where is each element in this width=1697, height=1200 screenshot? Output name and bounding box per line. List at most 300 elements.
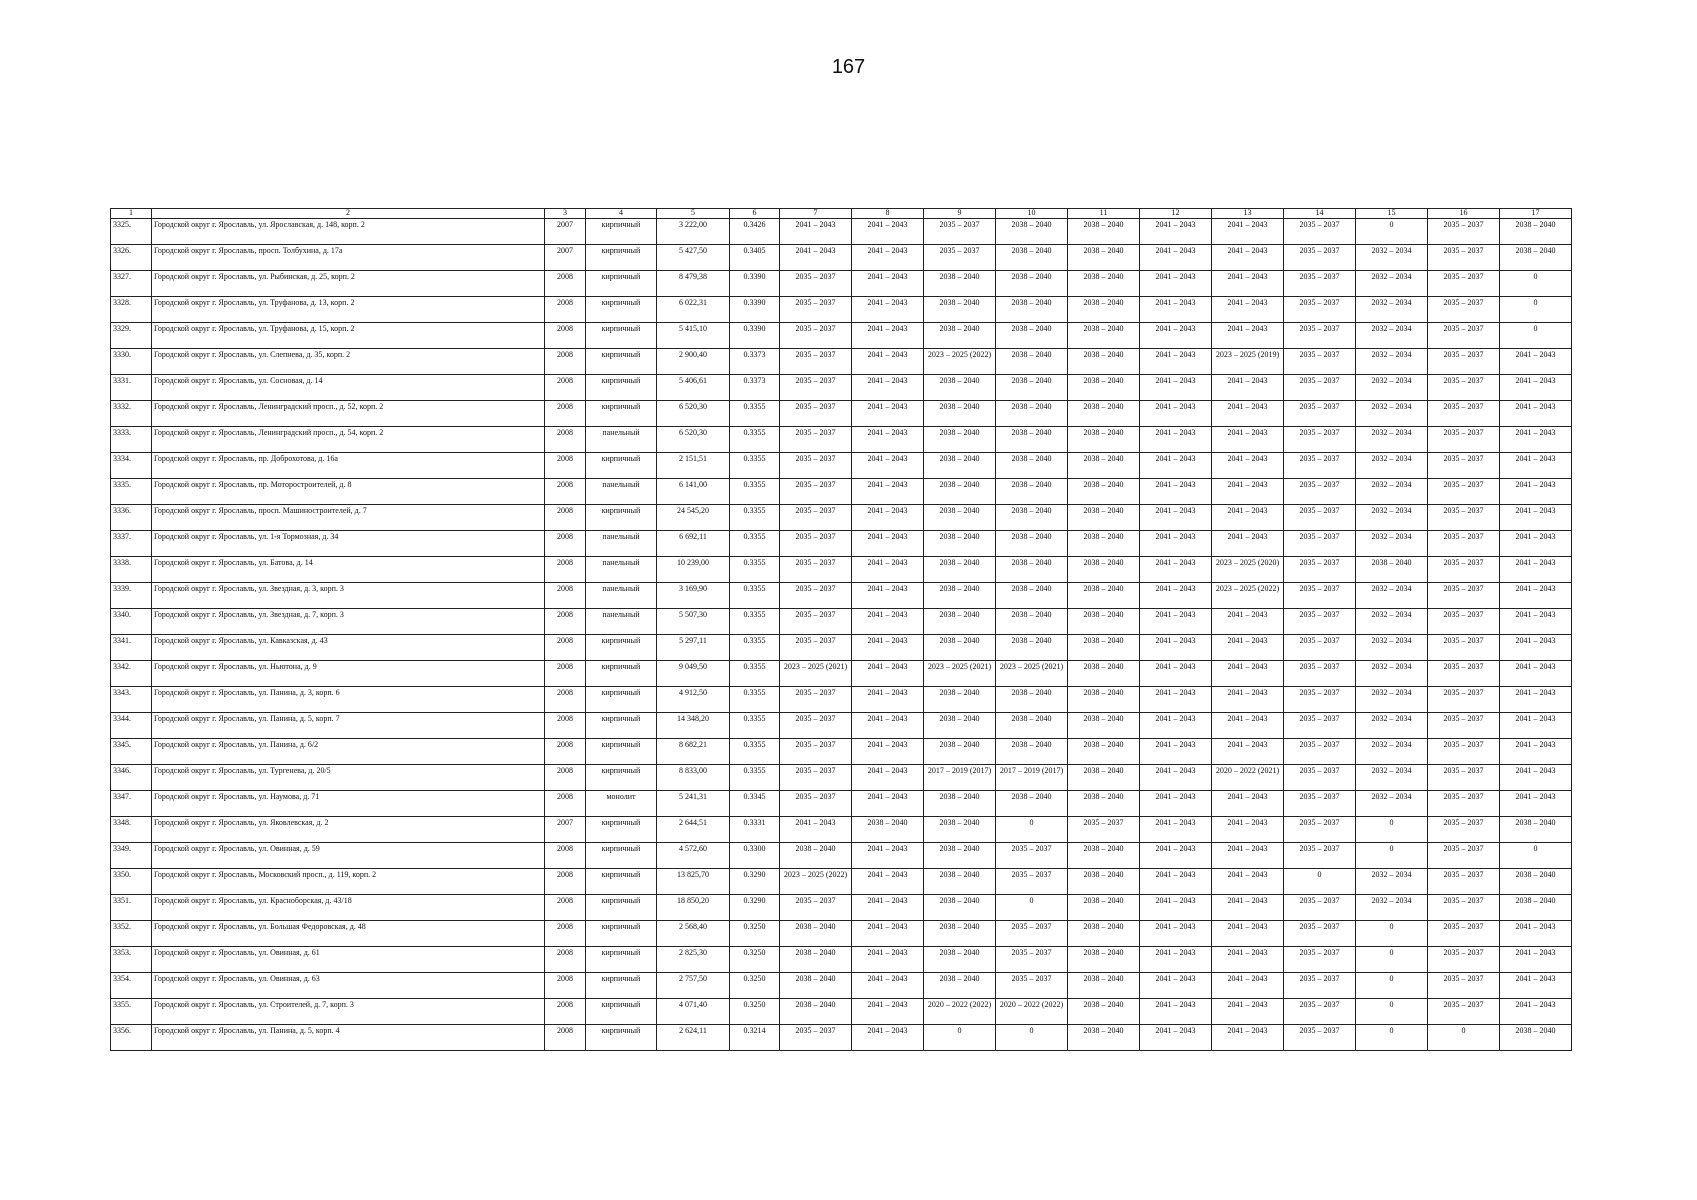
period-cell-col8: 2041 – 2043 <box>852 375 924 401</box>
period-cell-col10: 2038 – 2040 <box>996 453 1068 479</box>
period-cell-col11: 2038 – 2040 <box>1068 323 1140 349</box>
period-cell-col9: 2038 – 2040 <box>924 921 996 947</box>
period-cell-col14: 2035 – 2037 <box>1284 765 1356 791</box>
period-cell-col16: 2035 – 2037 <box>1428 713 1500 739</box>
row-number: 3356. <box>111 1025 152 1051</box>
period-cell-col8: 2041 – 2043 <box>852 271 924 297</box>
period-cell-col15: 2032 – 2034 <box>1356 739 1428 765</box>
year-cell: 2008 <box>545 479 586 505</box>
period-cell-col16: 2035 – 2037 <box>1428 557 1500 583</box>
address-cell: Городской округ г. Ярославль, ул. Рыбинская, д. 25, корп. 2 <box>152 271 545 297</box>
wear-cell: 0.3405 <box>730 245 780 271</box>
year-cell: 2007 <box>545 245 586 271</box>
year-cell: 2008 <box>545 349 586 375</box>
period-cell-col13: 2041 – 2043 <box>1212 817 1284 843</box>
period-cell-col9: 2038 – 2040 <box>924 687 996 713</box>
period-cell-col10: 2038 – 2040 <box>996 375 1068 401</box>
period-cell-col14: 2035 – 2037 <box>1284 297 1356 323</box>
period-cell-col10: 2038 – 2040 <box>996 583 1068 609</box>
period-cell-col11: 2038 – 2040 <box>1068 843 1140 869</box>
period-cell-col17: 2041 – 2043 <box>1500 973 1572 999</box>
period-cell-col16: 2035 – 2037 <box>1428 661 1500 687</box>
wear-cell: 0.3250 <box>730 973 780 999</box>
period-cell-col17: 0 <box>1500 323 1572 349</box>
period-cell-col17: 2038 – 2040 <box>1500 895 1572 921</box>
period-cell-col14: 2035 – 2037 <box>1284 1025 1356 1051</box>
table-row <box>111 219 1572 245</box>
period-cell-col13: 2041 – 2043 <box>1212 739 1284 765</box>
period-cell-col8: 2041 – 2043 <box>852 739 924 765</box>
column-header: 1 <box>111 209 152 219</box>
period-cell-col17: 2041 – 2043 <box>1500 505 1572 531</box>
row-number: 3352. <box>111 921 152 947</box>
period-cell-col15: 2032 – 2034 <box>1356 713 1428 739</box>
wear-cell: 0.3355 <box>730 609 780 635</box>
year-cell: 2008 <box>545 973 586 999</box>
period-cell-col16: 2035 – 2037 <box>1428 609 1500 635</box>
table-row <box>111 973 1572 999</box>
period-cell-col13: 2041 – 2043 <box>1212 973 1284 999</box>
period-cell-col15: 2032 – 2034 <box>1356 297 1428 323</box>
address-cell: Городской округ г. Ярославль, ул. Тургенева, д. 20/5 <box>152 765 545 791</box>
period-cell-col7: 2035 – 2037 <box>780 271 852 297</box>
period-cell-col12: 2041 – 2043 <box>1140 557 1212 583</box>
period-cell-col15: 2032 – 2034 <box>1356 635 1428 661</box>
period-cell-col11: 2038 – 2040 <box>1068 479 1140 505</box>
period-cell-col16: 2035 – 2037 <box>1428 817 1500 843</box>
period-cell-col17: 2038 – 2040 <box>1500 817 1572 843</box>
address-cell: Городской округ г. Ярославль, ул. 1-я Тормозная, д. 34 <box>152 531 545 557</box>
table-row <box>111 817 1572 843</box>
table-row <box>111 687 1572 713</box>
area-cell: 8 833,00 <box>657 765 730 791</box>
period-cell-col8: 2041 – 2043 <box>852 349 924 375</box>
period-cell-col17: 2041 – 2043 <box>1500 375 1572 401</box>
period-cell-col10: 2038 – 2040 <box>996 297 1068 323</box>
period-cell-col8: 2041 – 2043 <box>852 557 924 583</box>
period-cell-col8: 2041 – 2043 <box>852 869 924 895</box>
address-cell: Городской округ г. Ярославль, ул. Труфанова, д. 13, корп. 2 <box>152 297 545 323</box>
year-cell: 2008 <box>545 453 586 479</box>
period-cell-col12: 2041 – 2043 <box>1140 271 1212 297</box>
period-cell-col14: 2035 – 2037 <box>1284 245 1356 271</box>
period-cell-col7: 2035 – 2037 <box>780 583 852 609</box>
table-row <box>111 245 1572 271</box>
period-cell-col12: 2041 – 2043 <box>1140 973 1212 999</box>
wall-material-cell: кирпичный <box>586 349 657 375</box>
period-cell-col7: 2038 – 2040 <box>780 973 852 999</box>
row-number: 3336. <box>111 505 152 531</box>
address-cell: Городской округ г. Ярославль, ул. Овинная, д. 61 <box>152 947 545 973</box>
period-cell-col10: 2038 – 2040 <box>996 271 1068 297</box>
table-row <box>111 635 1572 661</box>
row-number: 3346. <box>111 765 152 791</box>
address-cell: Городской округ г. Ярославль, ул. Наумова, д. 71 <box>152 791 545 817</box>
row-number: 3337. <box>111 531 152 557</box>
period-cell-col15: 2032 – 2034 <box>1356 869 1428 895</box>
period-cell-col14: 2035 – 2037 <box>1284 609 1356 635</box>
year-cell: 2008 <box>545 687 586 713</box>
address-cell: Городской округ г. Ярославль, ул. Звездная, д. 3, корп. 3 <box>152 583 545 609</box>
period-cell-col14: 2035 – 2037 <box>1284 791 1356 817</box>
period-cell-col15: 0 <box>1356 921 1428 947</box>
address-cell: Городской округ г. Ярославль, Ленинградский просп., д. 52, корп. 2 <box>152 401 545 427</box>
period-cell-col10: 0 <box>996 817 1068 843</box>
period-cell-col12: 2041 – 2043 <box>1140 453 1212 479</box>
column-header: 10 <box>996 209 1068 219</box>
period-cell-col14: 2035 – 2037 <box>1284 401 1356 427</box>
address-cell: Городской округ г. Ярославль, ул. Большая Федоровская, д. 48 <box>152 921 545 947</box>
row-number: 3327. <box>111 271 152 297</box>
period-cell-col8: 2041 – 2043 <box>852 583 924 609</box>
wear-cell: 0.3331 <box>730 817 780 843</box>
area-cell: 6 141,00 <box>657 479 730 505</box>
period-cell-col9: 2038 – 2040 <box>924 271 996 297</box>
period-cell-col12: 2041 – 2043 <box>1140 713 1212 739</box>
period-cell-col8: 2041 – 2043 <box>852 401 924 427</box>
period-cell-col16: 2035 – 2037 <box>1428 973 1500 999</box>
period-cell-col17: 2041 – 2043 <box>1500 713 1572 739</box>
wall-material-cell: кирпичный <box>586 323 657 349</box>
address-cell: Городской округ г. Ярославль, ул. Сосновая, д. 14 <box>152 375 545 401</box>
table-row <box>111 453 1572 479</box>
wear-cell: 0.3214 <box>730 1025 780 1051</box>
period-cell-col9: 2038 – 2040 <box>924 583 996 609</box>
period-cell-col15: 2032 – 2034 <box>1356 583 1428 609</box>
period-cell-col9: 2035 – 2037 <box>924 219 996 245</box>
wear-cell: 0.3355 <box>730 505 780 531</box>
period-cell-col14: 2035 – 2037 <box>1284 713 1356 739</box>
column-header: 11 <box>1068 209 1140 219</box>
area-cell: 5 415,10 <box>657 323 730 349</box>
period-cell-col16: 2035 – 2037 <box>1428 739 1500 765</box>
area-cell: 3 222,00 <box>657 219 730 245</box>
period-cell-col10: 2038 – 2040 <box>996 609 1068 635</box>
period-cell-col13: 2041 – 2043 <box>1212 323 1284 349</box>
housing-register-table <box>110 208 1572 1051</box>
period-cell-col11: 2038 – 2040 <box>1068 687 1140 713</box>
period-cell-col8: 2041 – 2043 <box>852 297 924 323</box>
period-cell-col9: 2038 – 2040 <box>924 375 996 401</box>
period-cell-col9: 2017 – 2019 (2017) <box>924 765 996 791</box>
year-cell: 2008 <box>545 843 586 869</box>
period-cell-col16: 2035 – 2037 <box>1428 479 1500 505</box>
address-cell: Городской округ г. Ярославль, ул. Батова, д. 14 <box>152 557 545 583</box>
period-cell-col9: 2023 – 2025 (2021) <box>924 661 996 687</box>
table-body <box>111 219 1572 1051</box>
table-row <box>111 895 1572 921</box>
period-cell-col10: 2035 – 2037 <box>996 921 1068 947</box>
period-cell-col15: 0 <box>1356 1025 1428 1051</box>
row-number: 3348. <box>111 817 152 843</box>
area-cell: 24 545,20 <box>657 505 730 531</box>
period-cell-col15: 2032 – 2034 <box>1356 427 1428 453</box>
area-cell: 6 520,30 <box>657 401 730 427</box>
period-cell-col17: 2041 – 2043 <box>1500 921 1572 947</box>
period-cell-col8: 2041 – 2043 <box>852 921 924 947</box>
period-cell-col13: 2041 – 2043 <box>1212 661 1284 687</box>
row-number: 3341. <box>111 635 152 661</box>
column-header: 15 <box>1356 209 1428 219</box>
period-cell-col11: 2038 – 2040 <box>1068 401 1140 427</box>
year-cell: 2008 <box>545 297 586 323</box>
row-number: 3340. <box>111 609 152 635</box>
row-number: 3345. <box>111 739 152 765</box>
period-cell-col17: 2041 – 2043 <box>1500 999 1572 1025</box>
period-cell-col16: 2035 – 2037 <box>1428 895 1500 921</box>
period-cell-col7: 2035 – 2037 <box>780 713 852 739</box>
period-cell-col14: 2035 – 2037 <box>1284 219 1356 245</box>
period-cell-col11: 2038 – 2040 <box>1068 557 1140 583</box>
period-cell-col15: 0 <box>1356 843 1428 869</box>
period-cell-col16: 2035 – 2037 <box>1428 921 1500 947</box>
period-cell-col8: 2041 – 2043 <box>852 1025 924 1051</box>
period-cell-col12: 2041 – 2043 <box>1140 297 1212 323</box>
period-cell-col11: 2038 – 2040 <box>1068 739 1140 765</box>
wear-cell: 0.3345 <box>730 791 780 817</box>
period-cell-col11: 2038 – 2040 <box>1068 609 1140 635</box>
period-cell-col10: 2038 – 2040 <box>996 349 1068 375</box>
period-cell-col17: 2038 – 2040 <box>1500 245 1572 271</box>
period-cell-col8: 2041 – 2043 <box>852 427 924 453</box>
period-cell-col10: 2017 – 2019 (2017) <box>996 765 1068 791</box>
period-cell-col10: 2038 – 2040 <box>996 635 1068 661</box>
period-cell-col14: 2035 – 2037 <box>1284 531 1356 557</box>
column-header: 3 <box>545 209 586 219</box>
wall-material-cell: кирпичный <box>586 1025 657 1051</box>
period-cell-col11: 2038 – 2040 <box>1068 505 1140 531</box>
period-cell-col14: 2035 – 2037 <box>1284 921 1356 947</box>
address-cell: Городской округ г. Ярославль, ул. Овинная, д. 59 <box>152 843 545 869</box>
period-cell-col12: 2041 – 2043 <box>1140 323 1212 349</box>
period-cell-col12: 2041 – 2043 <box>1140 505 1212 531</box>
row-number: 3333. <box>111 427 152 453</box>
wear-cell: 0.3290 <box>730 869 780 895</box>
period-cell-col7: 2023 – 2025 (2022) <box>780 869 852 895</box>
address-cell: Городской округ г. Ярославль, просп. Машиностроителей, д. 7 <box>152 505 545 531</box>
period-cell-col17: 2038 – 2040 <box>1500 1025 1572 1051</box>
period-cell-col15: 0 <box>1356 219 1428 245</box>
period-cell-col13: 2041 – 2043 <box>1212 869 1284 895</box>
period-cell-col11: 2038 – 2040 <box>1068 947 1140 973</box>
period-cell-col15: 2038 – 2040 <box>1356 557 1428 583</box>
period-cell-col13: 2041 – 2043 <box>1212 219 1284 245</box>
period-cell-col17: 0 <box>1500 271 1572 297</box>
wall-material-cell: кирпичный <box>586 687 657 713</box>
period-cell-col13: 2041 – 2043 <box>1212 271 1284 297</box>
column-header: 7 <box>780 209 852 219</box>
wall-material-cell: кирпичный <box>586 843 657 869</box>
year-cell: 2008 <box>545 583 586 609</box>
year-cell: 2008 <box>545 557 586 583</box>
period-cell-col12: 2041 – 2043 <box>1140 921 1212 947</box>
address-cell: Городской округ г. Ярославль, ул. Строителей, д. 7, корп. 3 <box>152 999 545 1025</box>
period-cell-col17: 2041 – 2043 <box>1500 609 1572 635</box>
period-cell-col15: 2032 – 2034 <box>1356 791 1428 817</box>
period-cell-col9: 2035 – 2037 <box>924 245 996 271</box>
period-cell-col15: 2032 – 2034 <box>1356 609 1428 635</box>
period-cell-col9: 2038 – 2040 <box>924 427 996 453</box>
wall-material-cell: кирпичный <box>586 271 657 297</box>
period-cell-col10: 2038 – 2040 <box>996 505 1068 531</box>
area-cell: 2 900,40 <box>657 349 730 375</box>
period-cell-col10: 2038 – 2040 <box>996 557 1068 583</box>
period-cell-col8: 2041 – 2043 <box>852 973 924 999</box>
column-header: 8 <box>852 209 924 219</box>
period-cell-col17: 0 <box>1500 843 1572 869</box>
period-cell-col14: 2035 – 2037 <box>1284 375 1356 401</box>
period-cell-col15: 2032 – 2034 <box>1356 661 1428 687</box>
period-cell-col12: 2041 – 2043 <box>1140 479 1212 505</box>
table-row <box>111 713 1572 739</box>
wall-material-cell: кирпичный <box>586 817 657 843</box>
year-cell: 2008 <box>545 869 586 895</box>
period-cell-col13: 2041 – 2043 <box>1212 635 1284 661</box>
period-cell-col8: 2041 – 2043 <box>852 245 924 271</box>
year-cell: 2008 <box>545 1025 586 1051</box>
period-cell-col17: 2041 – 2043 <box>1500 739 1572 765</box>
period-cell-col16: 2035 – 2037 <box>1428 323 1500 349</box>
row-number: 3329. <box>111 323 152 349</box>
period-cell-col10: 2038 – 2040 <box>996 401 1068 427</box>
address-cell: Городской округ г. Ярославль, ул. Панина, д. 5, корп. 7 <box>152 713 545 739</box>
period-cell-col12: 2041 – 2043 <box>1140 1025 1212 1051</box>
period-cell-col10: 2035 – 2037 <box>996 843 1068 869</box>
period-cell-col13: 2041 – 2043 <box>1212 921 1284 947</box>
period-cell-col11: 2035 – 2037 <box>1068 817 1140 843</box>
period-cell-col14: 2035 – 2037 <box>1284 687 1356 713</box>
address-cell: Городской округ г. Ярославль, пр. Моторостроителей, д. 8 <box>152 479 545 505</box>
period-cell-col13: 2041 – 2043 <box>1212 687 1284 713</box>
wall-material-cell: панельный <box>586 583 657 609</box>
period-cell-col16: 2035 – 2037 <box>1428 297 1500 323</box>
row-number: 3326. <box>111 245 152 271</box>
wear-cell: 0.3250 <box>730 947 780 973</box>
period-cell-col13: 2041 – 2043 <box>1212 375 1284 401</box>
wall-material-cell: кирпичный <box>586 401 657 427</box>
period-cell-col8: 2041 – 2043 <box>852 453 924 479</box>
period-cell-col11: 2038 – 2040 <box>1068 583 1140 609</box>
period-cell-col12: 2041 – 2043 <box>1140 401 1212 427</box>
period-cell-col8: 2041 – 2043 <box>852 947 924 973</box>
address-cell: Городской округ г. Ярославль, пр. Доброхотова, д. 16а <box>152 453 545 479</box>
period-cell-col11: 2038 – 2040 <box>1068 349 1140 375</box>
wear-cell: 0.3355 <box>730 401 780 427</box>
period-cell-col7: 2035 – 2037 <box>780 323 852 349</box>
wall-material-cell: кирпичный <box>586 973 657 999</box>
period-cell-col9: 2023 – 2025 (2022) <box>924 349 996 375</box>
table-row <box>111 557 1572 583</box>
wall-material-cell: кирпичный <box>586 947 657 973</box>
year-cell: 2008 <box>545 791 586 817</box>
table-row <box>111 531 1572 557</box>
wear-cell: 0.3355 <box>730 427 780 453</box>
period-cell-col9: 2038 – 2040 <box>924 713 996 739</box>
period-cell-col12: 2041 – 2043 <box>1140 739 1212 765</box>
period-cell-col12: 2041 – 2043 <box>1140 375 1212 401</box>
period-cell-col7: 2038 – 2040 <box>780 843 852 869</box>
period-cell-col16: 2035 – 2037 <box>1428 999 1500 1025</box>
period-cell-col12: 2041 – 2043 <box>1140 895 1212 921</box>
address-cell: Городской округ г. Ярославль, ул. Слепнева, д. 35, корп. 2 <box>152 349 545 375</box>
period-cell-col8: 2041 – 2043 <box>852 843 924 869</box>
table-row <box>111 583 1572 609</box>
table-row <box>111 999 1572 1025</box>
column-header: 4 <box>586 209 657 219</box>
wear-cell: 0.3355 <box>730 687 780 713</box>
period-cell-col16: 0 <box>1428 1025 1500 1051</box>
period-cell-col17: 2041 – 2043 <box>1500 791 1572 817</box>
period-cell-col16: 2035 – 2037 <box>1428 401 1500 427</box>
wear-cell: 0.3355 <box>730 635 780 661</box>
address-cell: Городской округ г. Ярославль, Ленинградский просп., д. 54, корп. 2 <box>152 427 545 453</box>
area-cell: 6 520,30 <box>657 427 730 453</box>
wear-cell: 0.3290 <box>730 895 780 921</box>
period-cell-col9: 2038 – 2040 <box>924 869 996 895</box>
period-cell-col16: 2035 – 2037 <box>1428 219 1500 245</box>
period-cell-col13: 2041 – 2043 <box>1212 791 1284 817</box>
period-cell-col14: 2035 – 2037 <box>1284 583 1356 609</box>
wear-cell: 0.3355 <box>730 557 780 583</box>
table-row <box>111 401 1572 427</box>
period-cell-col8: 2041 – 2043 <box>852 791 924 817</box>
period-cell-col11: 2038 – 2040 <box>1068 375 1140 401</box>
period-cell-col17: 2041 – 2043 <box>1500 765 1572 791</box>
period-cell-col11: 2038 – 2040 <box>1068 999 1140 1025</box>
address-cell: Городской округ г. Ярославль, ул. Ньютона, д. 9 <box>152 661 545 687</box>
period-cell-col8: 2041 – 2043 <box>852 479 924 505</box>
address-cell: Городской округ г. Ярославль, ул. Панина, д. 3, корп. 6 <box>152 687 545 713</box>
period-cell-col9: 2038 – 2040 <box>924 895 996 921</box>
period-cell-col17: 2038 – 2040 <box>1500 219 1572 245</box>
area-cell: 5 427,50 <box>657 245 730 271</box>
period-cell-col8: 2041 – 2043 <box>852 713 924 739</box>
period-cell-col13: 2041 – 2043 <box>1212 895 1284 921</box>
table-row <box>111 869 1572 895</box>
period-cell-col8: 2041 – 2043 <box>852 999 924 1025</box>
period-cell-col17: 2041 – 2043 <box>1500 687 1572 713</box>
period-cell-col12: 2041 – 2043 <box>1140 583 1212 609</box>
year-cell: 2008 <box>545 323 586 349</box>
period-cell-col11: 2038 – 2040 <box>1068 453 1140 479</box>
period-cell-col9: 2038 – 2040 <box>924 791 996 817</box>
period-cell-col7: 2035 – 2037 <box>780 635 852 661</box>
period-cell-col12: 2041 – 2043 <box>1140 999 1212 1025</box>
period-cell-col10: 2038 – 2040 <box>996 739 1068 765</box>
period-cell-col13: 2041 – 2043 <box>1212 245 1284 271</box>
period-cell-col15: 2032 – 2034 <box>1356 401 1428 427</box>
wear-cell: 0.3390 <box>730 323 780 349</box>
period-cell-col11: 2038 – 2040 <box>1068 427 1140 453</box>
wear-cell: 0.3355 <box>730 583 780 609</box>
row-number: 3353. <box>111 947 152 973</box>
wear-cell: 0.3250 <box>730 921 780 947</box>
period-cell-col7: 2035 – 2037 <box>780 401 852 427</box>
row-number: 3334. <box>111 453 152 479</box>
row-number: 3354. <box>111 973 152 999</box>
table-row <box>111 271 1572 297</box>
column-header: 13 <box>1212 209 1284 219</box>
wall-material-cell: кирпичный <box>586 869 657 895</box>
address-cell: Городской округ г. Ярославль, ул. Красноборская, д. 43/18 <box>152 895 545 921</box>
column-header: 6 <box>730 209 780 219</box>
column-header: 12 <box>1140 209 1212 219</box>
period-cell-col10: 2038 – 2040 <box>996 245 1068 271</box>
period-cell-col7: 2041 – 2043 <box>780 219 852 245</box>
period-cell-col14: 2035 – 2037 <box>1284 323 1356 349</box>
period-cell-col10: 2035 – 2037 <box>996 947 1068 973</box>
period-cell-col13: 2041 – 2043 <box>1212 453 1284 479</box>
